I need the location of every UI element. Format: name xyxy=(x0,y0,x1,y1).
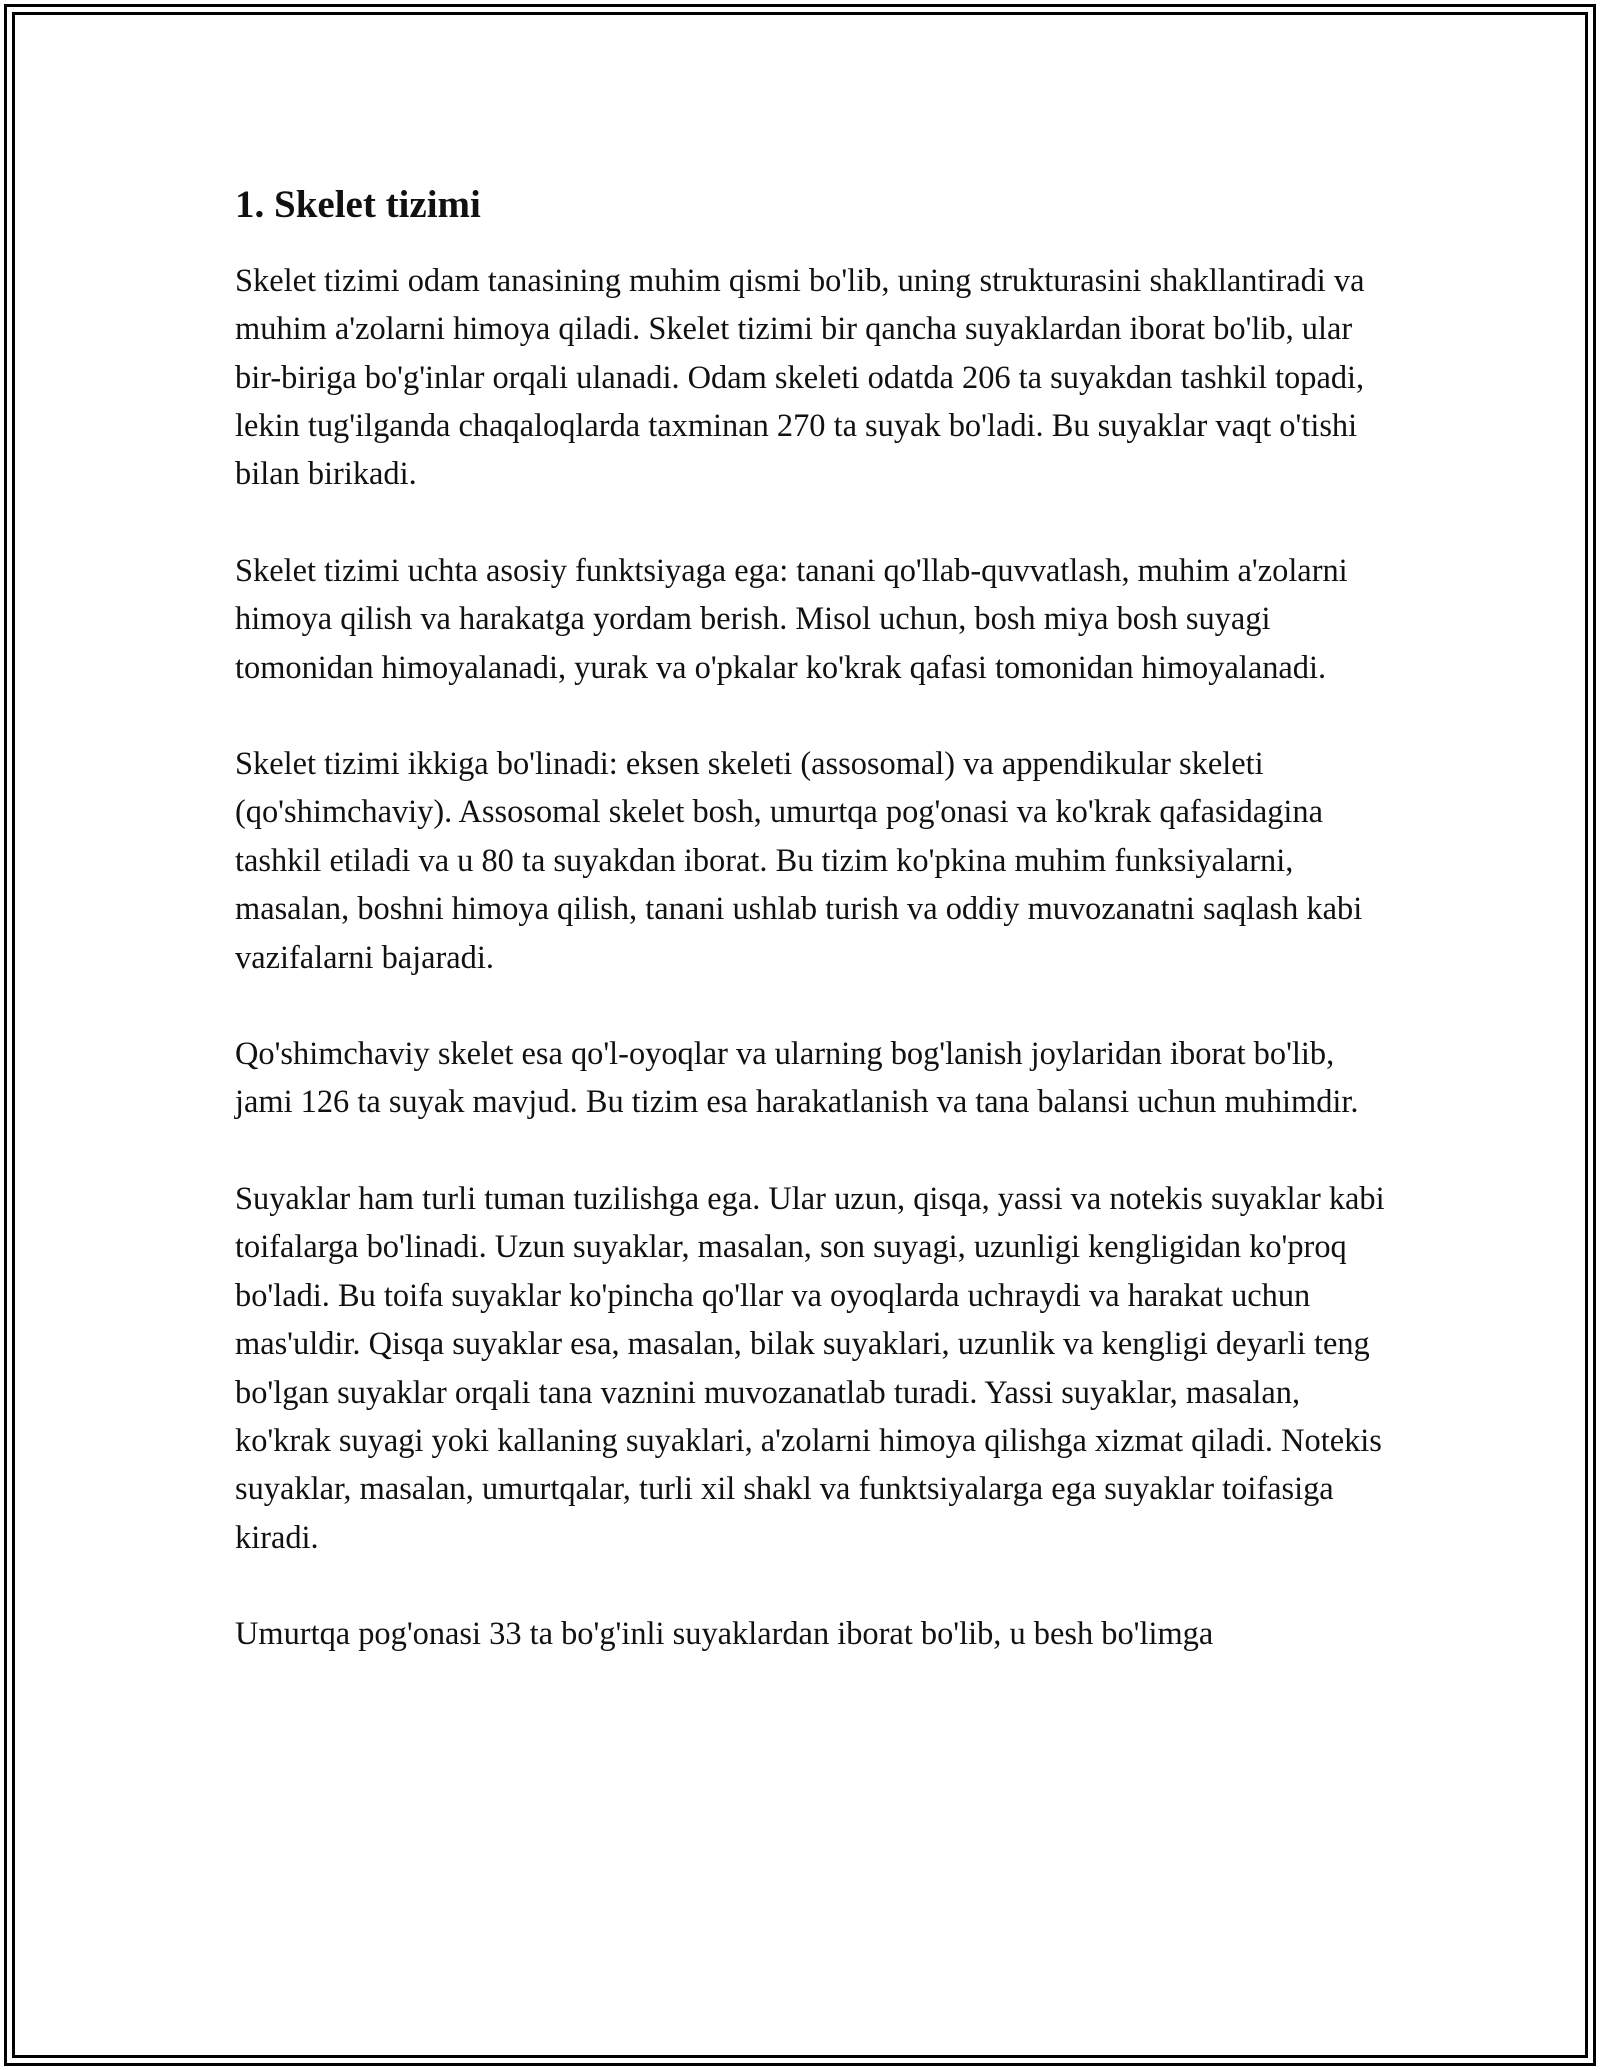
paragraph-6: Umurtqa pog'onasi 33 ta bo'g'inli suyaklardan iborat bo'lib, u besh bo'limga xyxy=(235,1616,1214,1653)
paragraph-1: Skelet tizimi odam tanasining muhim qismi bo'lib, uning strukturasini shakllantiradi va muhim a'zolarni himoya qiladi. Skelet tizimi bir qancha suyaklardan iborat bo'lib, ular bir-biriga bo'g'inlar orqali ulanadi. Odam skeleti odatda 206 ta suyakdan tashkil topadi, lekin tug'ilganda chaqaloqlarda taxminan 270 ta suyak bo'ladi. Bu suyaklar vaqt o'tishi bilan birikadi. xyxy=(235,262,1365,493)
paragraph-5: Suyaklar ham turli tuman tuzilishga ega. Ular uzun, qisqa, yassi va notekis suyaklar kabi toifalarga bo'linadi. Uzun suyaklar, masalan, son suyagi, uzunligi kengligidan ko'proq bo'ladi. Bu toifa suyaklar ko'pincha qo'llar va oyoqlarda uchraydi va harakat uchun mas'uldir. Qisqa suyaklar esa, masalan, bilak suyaklari, uzunlik va kengligi deyarli teng bo'lgan suyaklar orqali tana vaznini muvozanatlab turadi. Yassi suyaklar, masalan, ko'krak suyagi yoki kallaning suyaklari, a'zolarni himoya qilishga xizmat qiladi. Notekis suyaklar, masalan, umurtqalar, turli xil shakl va funktsiyalarga ega suyaklar toifasiga kiradi. xyxy=(235,1180,1385,1556)
section-heading: 1. Skelet tizimi xyxy=(235,183,481,226)
paragraph-2: Skelet tizimi uchta asosiy funktsiyaga ega: tanani qo'llab-quvvatlash, muhim a'zolarni himoya qilish va harakatga yordam berish. Misol uchun, bosh miya bosh suyagi tomonidan himoyalanadi, yurak va o'pkalar ko'krak qafasi tomonidan himoyalanadi. xyxy=(235,552,1348,686)
paragraph-3: Skelet tizimi ikkiga bo'linadi: eksen skeleti (assosomal) va appendikular skeleti (qo'shimchaviy). Assosomal skelet bosh, umurtqa pog'onasi va ko'krak qafasidagina tashkil etiladi va u 80 ta suyakdan iborat. Bu tizim ko'pkina muhim funksiyalarni, masalan, boshni himoya qilish, tanani ushlab turish va oddiy muvozanatni saqlash kabi vazifalarni bajaradi. xyxy=(235,746,1363,976)
paragraph-4: Qo'shimchaviy skelet esa qo'l-oyoqlar va ularning bog'lanish joylaridan iborat bo'lib, jami 126 ta suyak mavjud. Bu tizim esa harakatlanish va tana balansi uchun muhimdir. xyxy=(235,1036,1359,1121)
document-body xyxy=(235,182,1385,1707)
